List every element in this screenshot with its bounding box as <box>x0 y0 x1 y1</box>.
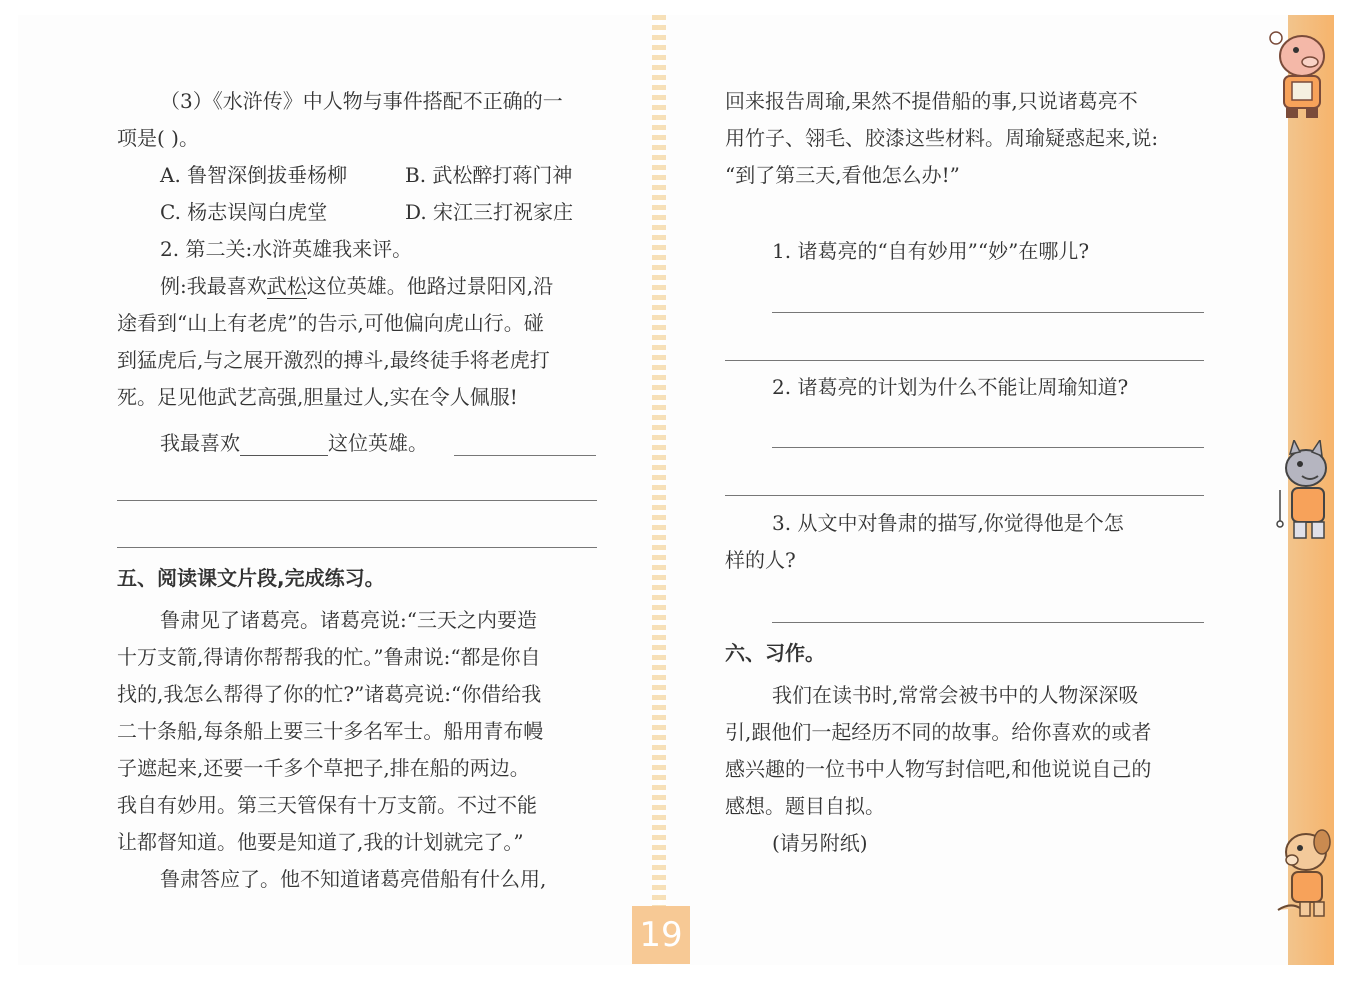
answer-line[interactable] <box>725 360 1204 361</box>
passage-line: 十万支箭,得请你帮帮我的忙。”鲁肃说:“都是你自 <box>117 645 541 669</box>
answer-line[interactable] <box>117 547 597 548</box>
example-line2: 途看到“山上有老虎”的告示,可他偏向虎山行。碰 <box>117 311 544 335</box>
hero-name-blank[interactable] <box>240 433 328 456</box>
option-c: C. 杨志误闯白虎堂 <box>160 200 328 224</box>
passage-line: 让都督知道。他要是知道了,我的计划就完了。” <box>117 830 524 854</box>
question-2: 2. 诸葛亮的计划为什么不能让周瑜知道? <box>772 375 1129 399</box>
example-prefix: 例:我最喜欢 <box>160 274 267 298</box>
right-page <box>662 15 1334 965</box>
q3-line2: 项是( )。 <box>117 126 199 150</box>
essay-line: 引,跟他们一起经历不同的故事。给你喜欢的或者 <box>725 720 1152 744</box>
dog-mascot-icon <box>1270 822 1338 920</box>
example-hero-name: 武松 <box>266 274 307 298</box>
wolf-mascot-icon <box>1272 440 1338 544</box>
option-d: D. 宋江三打祝家庄 <box>405 200 574 224</box>
question-3: 3. 从文中对鲁肃的描写,你觉得他是个怎 <box>772 511 1124 535</box>
example-line3: 到猛虎后,与之展开激烈的搏斗,最终徒手将老虎打 <box>117 348 550 372</box>
option-a: A. 鲁智深倒拔垂杨柳 <box>160 163 348 187</box>
passage-line: 用竹子、翎毛、胶漆这些材料。周瑜疑惑起来,说: <box>725 126 1159 150</box>
q2-title: 2. 第二关:水浒英雄我来评。 <box>160 237 413 261</box>
essay-line: 我们在读书时,常常会被书中的人物深深吸 <box>772 683 1139 707</box>
passage-line: 我自有妙用。第三天管保有十万支箭。不过不能 <box>117 793 537 817</box>
q3-line1: （3）《水浒传》中人物与事件搭配不正确的一 <box>160 89 563 113</box>
passage-line: “到了第三天,看他怎么办!” <box>725 163 960 187</box>
answer-line[interactable] <box>772 312 1204 313</box>
passage-line: 找的,我怎么帮得了你的忙?”诸葛亮说:“你借给我 <box>117 682 542 706</box>
answer-line[interactable] <box>772 622 1204 623</box>
pig-mascot-icon <box>1266 22 1338 122</box>
book-spine <box>652 15 666 965</box>
page-number: 19 <box>632 906 690 964</box>
passage-line: 回来报告周瑜,果然不提借船的事,只说诸葛亮不 <box>725 89 1138 113</box>
answer-line[interactable] <box>117 500 597 501</box>
section6-title: 六、习作。 <box>725 641 825 665</box>
passage-line: 子遮起来,还要一千多个草把子,排在船的两边。 <box>117 756 530 780</box>
question-1: 1. 诸葛亮的“自有妙用”“妙”在哪儿? <box>772 239 1090 263</box>
left-page <box>18 15 658 965</box>
example-suffix: 这位英雄。他路过景阳冈,沿 <box>306 274 554 298</box>
example-line4: 死。足见他武艺高强,胆量过人,实在令人佩服! <box>117 385 518 409</box>
essay-line: 感兴趣的一位书中人物写封信吧,和他说说自己的 <box>725 757 1152 781</box>
passage-line: 鲁肃见了诸葛亮。诸葛亮说:“三天之内要造 <box>160 608 537 632</box>
question-3-cont: 样的人? <box>725 548 796 572</box>
answer-line[interactable] <box>725 495 1204 496</box>
fill-suffix: 这位英雄。 <box>328 431 428 455</box>
answer-line[interactable] <box>772 447 1204 448</box>
fill-line <box>160 430 428 456</box>
essay-line: 感想。题目自拟。 <box>725 794 885 818</box>
answer-line[interactable] <box>454 455 596 456</box>
passage-line: 鲁肃答应了。他不知道诸葛亮借船有什么用, <box>160 867 547 891</box>
option-b: B. 武松醉打蒋门神 <box>405 163 573 187</box>
passage-line: 二十条船,每条船上要三十多名军士。船用青布幔 <box>117 719 544 743</box>
section5-title: 五、阅读课文片段,完成练习。 <box>117 566 385 590</box>
fill-prefix: 我最喜欢 <box>160 431 240 455</box>
attach-note: (请另附纸) <box>772 831 868 855</box>
example-line1 <box>160 273 553 299</box>
